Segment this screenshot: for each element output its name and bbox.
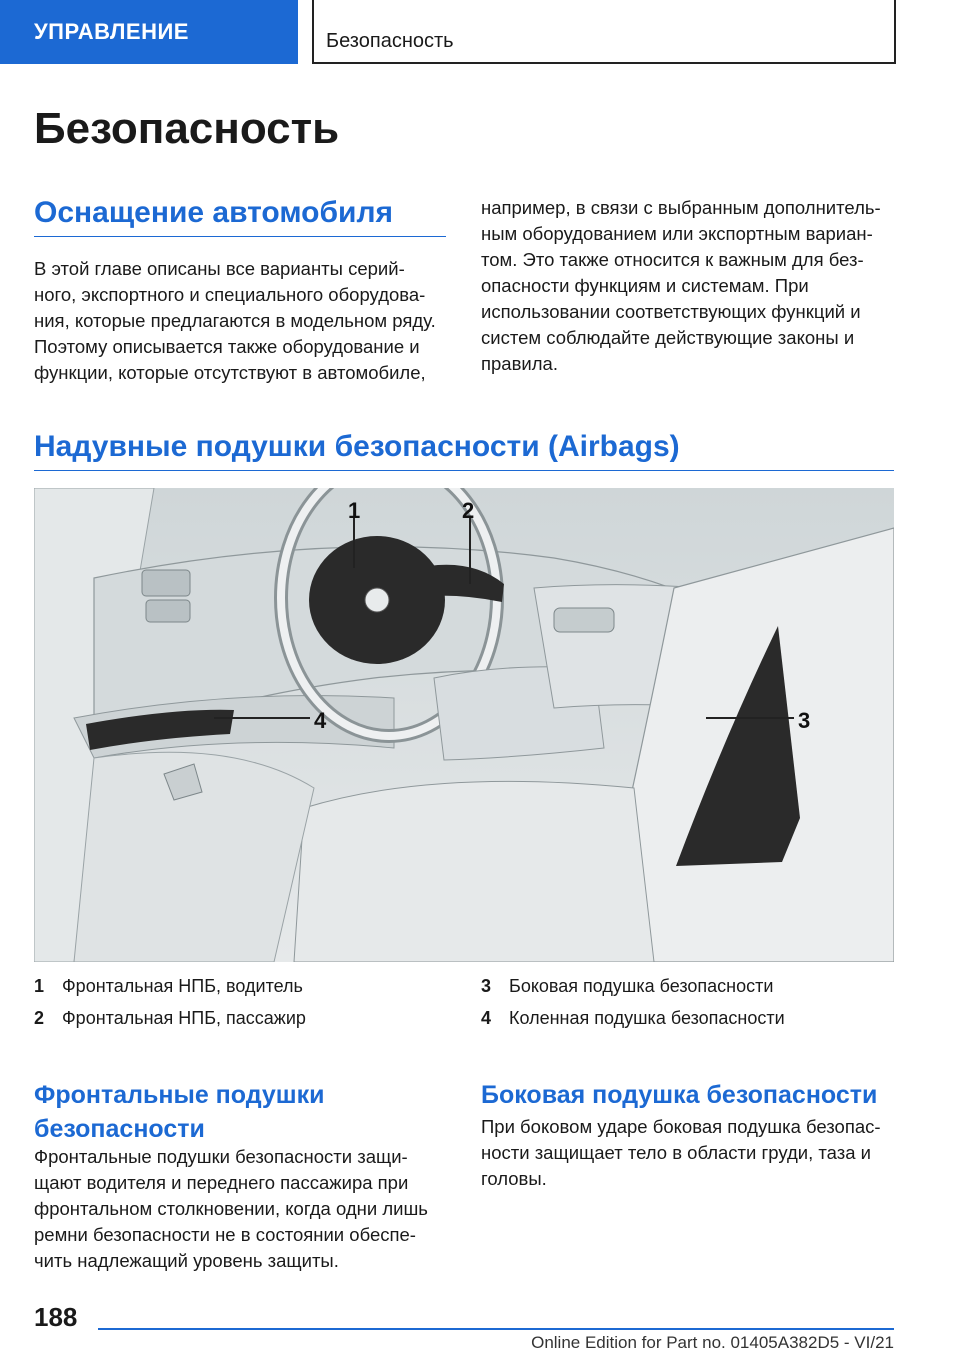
callout-2: 2 bbox=[462, 498, 475, 523]
front-airbags-heading: Фронтальные подушки безопасности bbox=[34, 1081, 325, 1143]
equipment-heading-rule bbox=[34, 236, 446, 237]
callout-1: 1 bbox=[348, 498, 361, 523]
equipment-text-col1: В этой главе описаны все варианты серий- ного, экспортного и специального оборудова- ния, которые предлагаются в модельном ряду. Поэтому описывается также оборудование и функции, которые отсутствуют в автомобиле, bbox=[34, 258, 436, 383]
legend-col2 bbox=[481, 970, 901, 1034]
legend-item: 1 Фронтальная НПБ, водитель bbox=[34, 976, 303, 996]
legend-item: 2 Фронтальная НПБ, пассажир bbox=[34, 1008, 306, 1028]
side-airbag-text: При боковом ударе боковая подушка безопас- ности защищает тело в области груди, таза и головы. bbox=[481, 1116, 881, 1189]
section-tab-label: УПРАВЛЕНИЕ bbox=[34, 19, 189, 44]
subsection-label: Безопасность bbox=[326, 30, 454, 52]
airbags-heading: Надувные подушки безопасности (Airbags) bbox=[34, 430, 680, 463]
page-title: Безопасность bbox=[34, 104, 340, 153]
airbags-heading-rule bbox=[34, 470, 894, 471]
footer-edition: Online Edition for Part no. 01405A382D5 - VI/21 bbox=[531, 1333, 894, 1352]
footer-rule bbox=[98, 1328, 894, 1330]
legend-col1 bbox=[34, 970, 454, 1034]
airbag-illustration bbox=[34, 488, 894, 962]
front-airbags-text: Фронтальные подушки безопасности защи- щают водителя и переднего пассажира при фронтальном столкновении, когда одни лишь ремни безопасности не в состоянии обеспе- чить надлежащий уровень защиты. bbox=[34, 1146, 428, 1271]
side-airbag-heading: Боковая подушка безопасности bbox=[481, 1081, 878, 1109]
section-tab[interactable] bbox=[0, 0, 298, 64]
callout-3: 3 bbox=[798, 708, 811, 733]
callout-4: 4 bbox=[314, 708, 327, 733]
page-number: 188 bbox=[34, 1302, 78, 1332]
legend-item: 3 Боковая подушка безопасности bbox=[481, 976, 774, 996]
equipment-heading: Оснащение автомобиля bbox=[34, 196, 394, 229]
legend-item: 4 Коленная подушка безопасности bbox=[481, 1008, 785, 1028]
equipment-text-col2: например, в связи с выбранным дополнитель- ным оборудованием или экспортным вариан- том. Это также относится к важным для без- опасности функциям и системам. При использовании соответствующих функций и систем соблюдайте действующие законы и правила. bbox=[481, 197, 881, 374]
